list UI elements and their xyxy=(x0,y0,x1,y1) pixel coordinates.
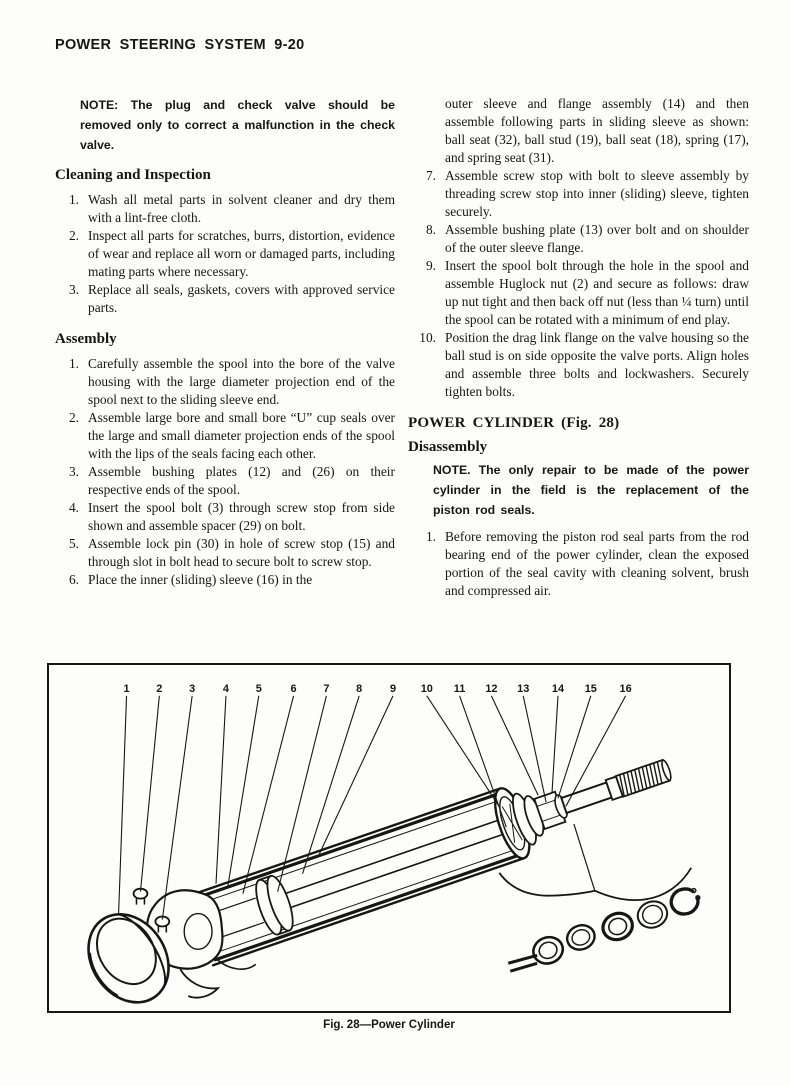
list-item xyxy=(55,571,395,589)
list-item xyxy=(55,281,395,317)
item-text: Assemble bushing plates (12) and (26) on their respective ends of the spool. xyxy=(88,464,395,497)
assembly-list xyxy=(55,355,395,589)
callout-leader-line xyxy=(216,696,226,884)
figure-callout: 13 xyxy=(517,682,530,695)
seal-stub xyxy=(508,955,537,963)
cleaning-list xyxy=(55,191,395,317)
item-number: 2. xyxy=(68,410,79,425)
item-number: 8. xyxy=(425,222,436,237)
item-number: 7. xyxy=(425,168,436,183)
list-item xyxy=(55,535,395,571)
item-text: Assemble lock pin (30) in hole of screw stop (15) and through slot in bolt head to secure bolt to screw stop. xyxy=(88,536,395,569)
figure-callout: 15 xyxy=(584,682,597,695)
list-item xyxy=(55,463,395,499)
item-number: 3. xyxy=(68,464,79,479)
item-number: 3. xyxy=(68,282,79,297)
power-cylinder-heading: POWER CYLINDER (Fig. 28) xyxy=(408,415,620,431)
figure-callout: 5 xyxy=(255,682,262,695)
figure-callout: 16 xyxy=(619,682,632,695)
item-text: Carefully assemble the spool into the bore of the valve housing with the large diameter projection end of the spool next to the sliding sleeve end. xyxy=(88,356,395,407)
disassembly-list xyxy=(408,528,749,600)
callout-leader-line xyxy=(558,696,591,798)
cylinder-assembly xyxy=(185,734,681,966)
callout-leader-line xyxy=(460,696,507,827)
assembly-list-continued xyxy=(408,167,749,401)
item-text: Inspect all parts for scratches, burrs, distortion, evidence of wear and replace all worn or damaged parts, including mating parts where necessary. xyxy=(88,228,395,279)
right-column xyxy=(408,88,749,600)
assembly-heading: Assembly xyxy=(55,331,117,347)
callout-leader-line xyxy=(162,696,192,920)
page-header: POWER STEERING SYSTEM 9-20 xyxy=(55,37,305,53)
item-text: Position the drag link flange on the valve housing so the ball stud is on side opposite the valve ports. Align holes and assemble three bolts and lockwashers. Securely tighten bolts. xyxy=(445,330,749,399)
item-number: 1. xyxy=(425,529,436,544)
figure-callout: 3 xyxy=(189,682,196,695)
item-6-continuation: outer sleeve and flange assembly (14) and then assemble following parts in sliding sleeve as shown: ball seat (32), ball stud (19), ball seat (18), spring (17), and spring seat (31). xyxy=(445,96,749,165)
item-number: 6. xyxy=(68,572,79,587)
callout-leader-line xyxy=(228,696,259,886)
left-column xyxy=(55,88,395,600)
item-number: 5. xyxy=(68,536,79,551)
callout-leader-line xyxy=(140,696,159,892)
washer xyxy=(634,897,671,931)
power-cylinder-illustration xyxy=(49,665,729,1011)
seal-stub xyxy=(510,963,537,971)
item-text: Insert the spool bolt (3) through screw stop from side shown and assemble spacer (29) on bolt. xyxy=(88,500,395,533)
item-text: Wash all metal parts in solvent cleaner and dry them with a lint-free cloth. xyxy=(88,192,395,225)
list-item xyxy=(55,227,395,281)
callout-labels xyxy=(124,683,632,695)
figure-callout: 12 xyxy=(485,682,498,695)
figure-callout: 11 xyxy=(453,682,466,695)
disassembly-heading: Disassembly xyxy=(408,439,488,455)
figure-callout: 10 xyxy=(420,682,433,695)
item-number: 9. xyxy=(425,258,436,273)
note-check-valve: NOTE: The plug and check valve should be removed only to correct a malfunction in the check valve. xyxy=(80,98,395,152)
list-item xyxy=(408,257,749,329)
list-item xyxy=(408,167,749,221)
item-text: Assemble large bore and small bore “U” cup seals over the large and small diameter projection ends of the spool with the lips of the seals facing each other. xyxy=(88,410,395,461)
callout-leader-line xyxy=(552,696,558,792)
callout-leader-line xyxy=(119,696,127,914)
callout-leader-line xyxy=(243,696,294,894)
figure-callout: 14 xyxy=(551,682,565,695)
figure-caption: Fig. 28—Power Cylinder xyxy=(323,1019,455,1031)
item-number: 4. xyxy=(68,500,79,515)
note-piston-rod-seals: NOTE. The only repair to be made of the power cylinder in the field is the replacement of the piston rod seals. xyxy=(433,463,749,517)
figure-callout: 9 xyxy=(389,682,397,695)
figure-callout: 6 xyxy=(290,682,297,695)
snap-ring xyxy=(668,885,703,917)
figure-28-power-cylinder xyxy=(47,663,731,1013)
seal-ring xyxy=(599,909,636,943)
figure-callout: 7 xyxy=(323,682,330,695)
callout-leader-line xyxy=(523,696,546,802)
seal-ring xyxy=(564,921,598,953)
item-number: 1. xyxy=(68,192,79,207)
list-item xyxy=(55,355,395,409)
figure-callout: 8 xyxy=(356,682,363,695)
seal-kit xyxy=(508,885,703,971)
item-text: Place the inner (sliding) sleeve (16) in the xyxy=(88,572,313,587)
piston-rod xyxy=(560,759,672,816)
list-item xyxy=(408,528,749,600)
item-text: Insert the spool bolt through the hole in the spool and assemble Huglock nut (2) and secure as follows: draw up nut tight and then back off nut (less than ¼ turn) until the spool can be rotated with a minimum of end play. xyxy=(445,258,749,327)
list-item xyxy=(55,191,395,227)
item-number: 1. xyxy=(68,356,79,371)
callout-leader-line xyxy=(427,696,499,805)
list-item xyxy=(408,329,749,401)
figure-callout: 4 xyxy=(222,682,229,695)
valve-lever-arm xyxy=(180,969,218,997)
cleaning-inspection-heading: Cleaning and Inspection xyxy=(55,167,211,183)
item-number: 10. xyxy=(419,330,436,345)
text-columns xyxy=(55,88,749,600)
item-text: Before removing the piston rod seal parts from the rod bearing end of the power cylinder, clean the exposed portion of the seal cavity with cleaning solvent, brush and compressed air. xyxy=(445,529,749,598)
item-text: Replace all seals, gaskets, covers with approved service parts. xyxy=(88,282,395,315)
figure-callout: 1 xyxy=(123,682,130,695)
item-text: Assemble bushing plate (13) over bolt and on shoulder of the outer sleeve flange. xyxy=(445,222,749,255)
figure-callout: 2 xyxy=(156,682,163,695)
item-text: Assemble screw stop with bolt to sleeve assembly by threading screw stop into inner (sliding) sleeve, tighten securely. xyxy=(445,168,749,219)
item-number: 2. xyxy=(68,228,79,243)
list-item xyxy=(408,221,749,257)
list-item xyxy=(55,409,395,463)
list-item xyxy=(55,499,395,535)
callout-leader-line xyxy=(491,696,538,795)
